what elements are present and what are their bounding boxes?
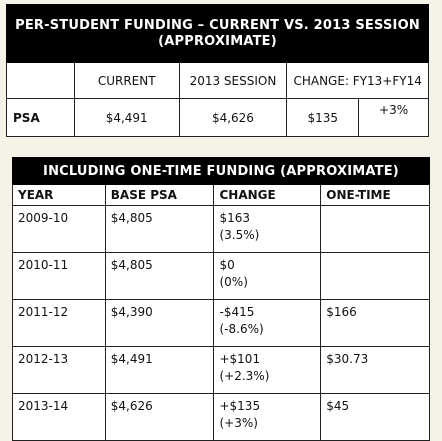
table2-cell-base-psa: $4,491 bbox=[105, 347, 214, 394]
table2-cell-base-psa: $4,626 bbox=[105, 394, 214, 441]
table1-header-current: CURRENT bbox=[74, 63, 179, 99]
table2-change-amount: $0 bbox=[219, 258, 235, 272]
table2-cell-one-time: $45 bbox=[321, 394, 430, 441]
table2-cell-year: 2011-12 bbox=[13, 300, 106, 347]
table-row bbox=[13, 253, 430, 300]
table1-header-2013-session: 2013 SESSION bbox=[179, 63, 287, 99]
table2-header-year: YEAR bbox=[13, 185, 106, 206]
table2-change-percent: (-8.6%) bbox=[219, 322, 264, 336]
table2-header-base-psa: BASE PSA bbox=[105, 185, 214, 206]
table2-change-amount: +$135 bbox=[219, 399, 261, 413]
table1-header-change: CHANGE: FY13+FY14 bbox=[287, 63, 429, 99]
table2-change-amount: -$415 bbox=[219, 305, 255, 319]
table2-cell-change bbox=[214, 300, 321, 347]
table2-cell-change bbox=[214, 206, 321, 253]
table1-title-line1: PER-STUDENT FUNDING – CURRENT VS. 2013 SESSION bbox=[15, 17, 420, 33]
table2-cell-one-time bbox=[321, 206, 430, 253]
table2-change-amount: $163 bbox=[219, 211, 251, 225]
one-time-funding-table bbox=[12, 157, 430, 441]
table1-psa-change-percent: +3% bbox=[359, 99, 429, 137]
table2-cell-change bbox=[214, 394, 321, 441]
table2-cell-year: 2012-13 bbox=[13, 347, 106, 394]
table-row bbox=[13, 394, 430, 441]
table1-psa-label: PSA bbox=[7, 99, 75, 137]
table2-cell-base-psa: $4,805 bbox=[105, 206, 214, 253]
table2-cell-one-time: $30.73 bbox=[321, 347, 430, 394]
table-row bbox=[13, 300, 430, 347]
table1-psa-current: $4,491 bbox=[74, 99, 179, 137]
table2-cell-year: 2009-10 bbox=[13, 206, 106, 253]
table2-cell-change bbox=[214, 347, 321, 394]
table1-title bbox=[7, 5, 429, 63]
table2-cell-year: 2013-14 bbox=[13, 394, 106, 441]
table2-title: INCLUDING ONE-TIME FUNDING (APPROXIMATE) bbox=[13, 158, 430, 185]
table-row bbox=[13, 347, 430, 394]
table1-header-empty bbox=[7, 63, 75, 99]
table1-psa-2013-session: $4,626 bbox=[179, 99, 287, 137]
table2-cell-one-time bbox=[321, 253, 430, 300]
table1-title-line2: (APPROXIMATE) bbox=[158, 33, 277, 49]
table2-cell-one-time: $166 bbox=[321, 300, 430, 347]
table2-change-percent: (3.5%) bbox=[219, 228, 260, 242]
table1-header-row bbox=[7, 63, 429, 99]
table2-change-percent: (+2.3%) bbox=[219, 369, 270, 383]
table2-cell-change bbox=[214, 253, 321, 300]
table2-cell-base-psa: $4,390 bbox=[105, 300, 214, 347]
table2-header-row bbox=[13, 185, 430, 206]
table2-change-percent: (0%) bbox=[219, 275, 248, 289]
table2-cell-year: 2010-11 bbox=[13, 253, 106, 300]
table2-change-amount: +$101 bbox=[219, 352, 261, 366]
table2-header-change: CHANGE bbox=[214, 185, 321, 206]
table1-row-psa bbox=[7, 99, 429, 137]
table2-cell-base-psa: $4,805 bbox=[105, 253, 214, 300]
table1-psa-change-amount: $135 bbox=[287, 99, 359, 137]
table2-change-percent: (+3%) bbox=[219, 416, 258, 430]
per-student-funding-table bbox=[6, 4, 429, 137]
table2-header-one-time: ONE-TIME bbox=[321, 185, 430, 206]
table-row bbox=[13, 206, 430, 253]
